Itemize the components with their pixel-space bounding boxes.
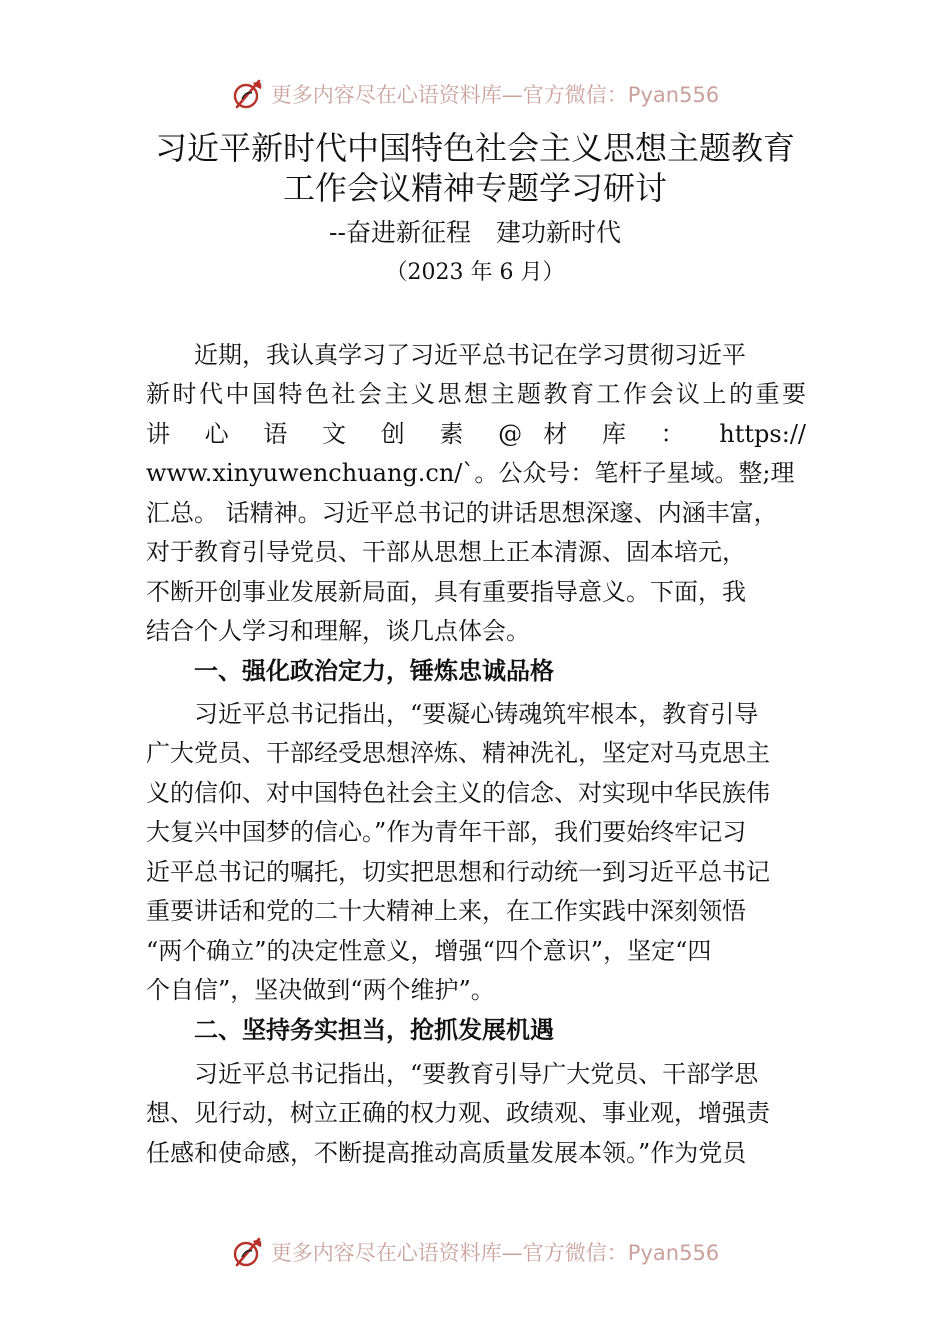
document-date: （2023 年 6 月） <box>385 260 565 285</box>
quill-pen-logo-icon <box>231 1235 265 1269</box>
body-line: 不断开创事业发展新局面，具有重要指导意义。下面，我 <box>146 578 746 606</box>
footer-watermark-banner <box>0 1232 950 1272</box>
banner-text: 更多内容尽在心语资料库—官方微信：Pyan556 <box>270 1241 720 1265</box>
body-line: 近期，我认真学习了习近平总书记在学习贯彻习近平 <box>194 341 746 369</box>
body-line: 广大党员、干部经受思想淬炼、精神洗礼，坚定对马克思主 <box>146 739 770 767</box>
document-title-line-1: 习近平新时代中国特色社会主义思想主题教育 <box>154 129 795 167</box>
section-heading-1: 一、强化政治定力，锤炼忠诚品格 <box>194 657 554 685</box>
body-line: 习近平总书记指出，“要教育引导广大党员、干部学思 <box>194 1060 759 1088</box>
body-line: 想、见行动，树立正确的权力观、政绩观、事业观，增强责 <box>146 1099 770 1127</box>
body-line: 大复兴中国梦的信心。”作为青年干部，我们要始终牢记习 <box>146 818 747 846</box>
body-line: 习近平总书记指出，“要凝心铸魂筑牢根本，教育引导 <box>194 700 759 728</box>
body-line: 重要讲话和党的二十大精神上来，在工作实践中深刻领悟 <box>146 897 746 925</box>
body-line: www.xinyuwenchuang.cn/`。公众号：笔杆子星域。整;理 <box>146 459 795 487</box>
body-line: 义的信仰、对中国特色社会主义的信念、对实现中华民族伟 <box>146 779 770 807</box>
body-line: 个自信”，坚决做到“两个维护”。 <box>146 976 495 1004</box>
body-line: 对于教育引导党员、干部从思想上正本清源、固本培元， <box>146 538 746 566</box>
header-watermark-banner <box>0 74 950 114</box>
body-line: 讲 心 语 文 创 素 @ 材 库 ： https:// <box>146 420 806 448</box>
body-line: 汇总。 话精神。习近平总书记的讲话思想深邃、内涵丰富， <box>146 499 778 527</box>
body-line: “两个确立”的决定性意义，增强“四个意识”，坚定“四 <box>146 937 712 965</box>
document-subtitle: --奋进新征程 建功新时代 <box>329 218 621 247</box>
section-heading-2: 二、坚持务实担当，抢抓发展机遇 <box>194 1016 554 1044</box>
document-title-line-2: 工作会议精神专题学习研讨 <box>282 169 667 207</box>
body-line: 结合个人学习和理解，谈几点体会。 <box>146 617 530 645</box>
body-line: 新时代中国特色社会主义思想主题教育工作会议上的重要 <box>146 380 806 408</box>
body-line: 近平总书记的嘱托，切实把思想和行动统一到习近平总书记 <box>146 858 770 886</box>
banner-text: 更多内容尽在心语资料库—官方微信：Pyan556 <box>270 83 720 107</box>
body-line: 任感和使命感，不断提高推动高质量发展本领。”作为党员 <box>146 1139 747 1167</box>
quill-pen-logo-icon <box>231 77 265 111</box>
